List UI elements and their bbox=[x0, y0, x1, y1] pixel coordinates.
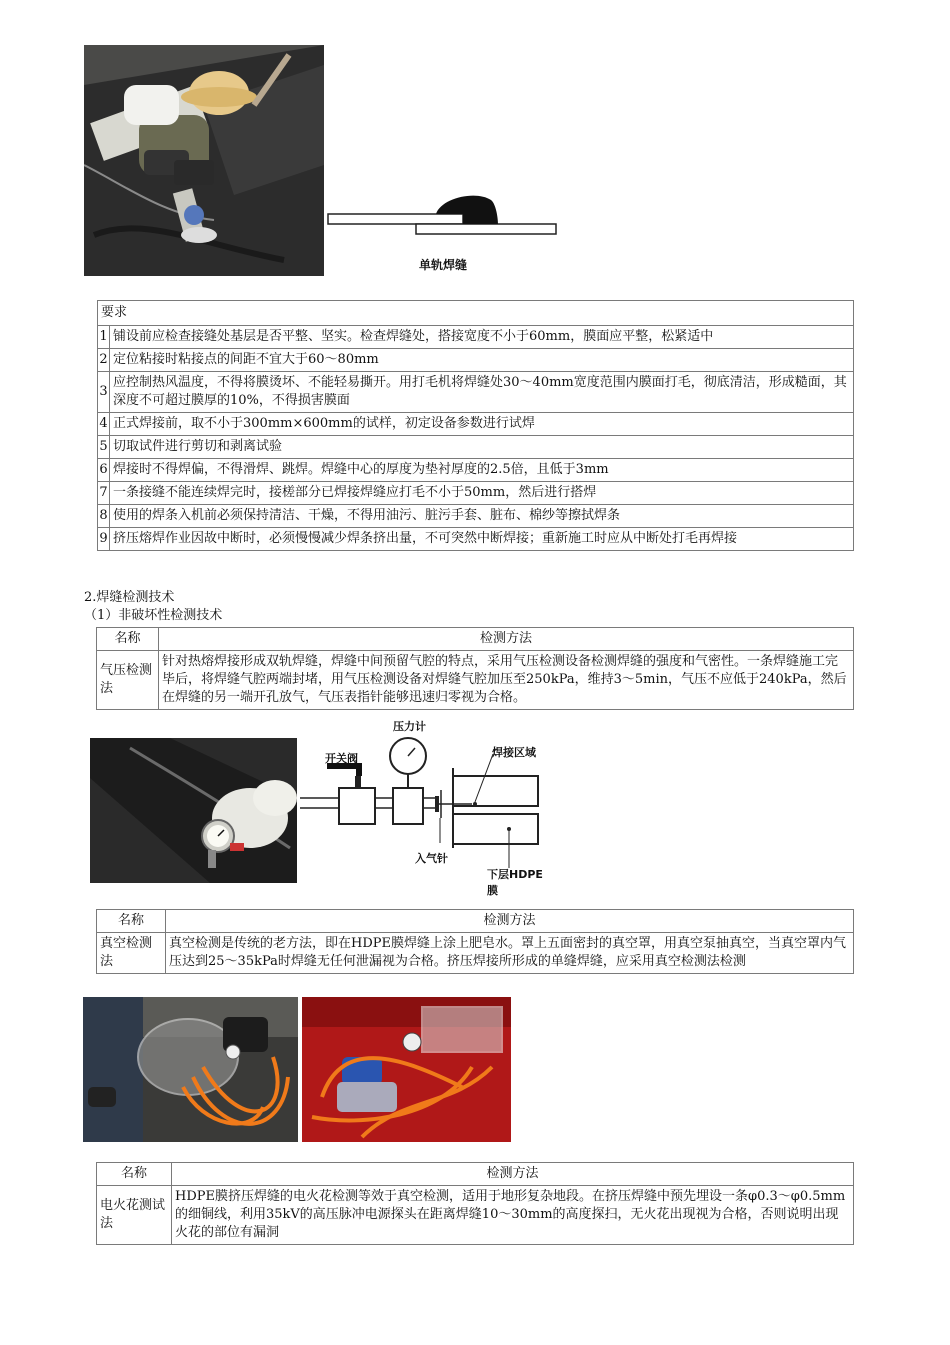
requirement-number: 7 bbox=[98, 482, 110, 505]
requirement-number: 1 bbox=[98, 326, 110, 349]
requirement-number: 6 bbox=[98, 459, 110, 482]
column-method-header: 检测方法 bbox=[172, 1163, 854, 1186]
section-heading: 2.焊缝检测技术 bbox=[84, 590, 175, 605]
requirement-row bbox=[98, 349, 854, 372]
spark-test-table bbox=[96, 1162, 854, 1245]
requirement-text: 一条接缝不能连续焊完时，接槎部分已焊接焊缝应打毛不小于50mm，然后进行搭焊 bbox=[110, 482, 854, 505]
requirement-row bbox=[98, 528, 854, 551]
column-name-header: 名称 bbox=[97, 1163, 172, 1186]
requirements-title: 要求 bbox=[98, 301, 854, 326]
requirement-text: 正式焊接前，取不小于300mm×600mm的试样，初定设备参数进行试焊 bbox=[110, 413, 854, 436]
requirement-text: 焊接时不得焊偏，不得滑焊、跳焊。焊缝中心的厚度为垫衬厚度的2.5倍，且低于3mm bbox=[110, 459, 854, 482]
method-description-cell: 真空检测是传统的老方法，即在HDPE膜焊缝上涂上肥皂水。罩上五面密封的真空罩，用真空泵抽真空，当真空罩内气压达到25～35kPa时焊缝无任何泄漏视为合格。挤压焊接所形成的单缝焊缝，应采用真空检测法检测 bbox=[166, 933, 854, 974]
requirement-row bbox=[98, 372, 854, 413]
method-name-cell: 电火花测试法 bbox=[97, 1186, 172, 1245]
column-name-header: 名称 bbox=[97, 910, 166, 933]
column-method-header: 检测方法 bbox=[159, 628, 854, 651]
pressure-test-table bbox=[96, 627, 854, 710]
section-subheading: （1）非破坏性检测技术 bbox=[84, 608, 223, 623]
vacuum-test-table bbox=[96, 909, 854, 974]
requirement-row bbox=[98, 326, 854, 349]
requirement-row bbox=[98, 459, 854, 482]
column-method-header: 检测方法 bbox=[166, 910, 854, 933]
pressure-test-schematic bbox=[297, 718, 552, 897]
table-header-row bbox=[97, 1163, 854, 1186]
single-track-weld-diagram bbox=[326, 190, 558, 280]
vacuum-pump-photo bbox=[302, 997, 511, 1142]
table-row bbox=[97, 651, 854, 710]
requirement-text: 挤压熔焊作业因故中断时，必须慢慢减少焊条挤出量，不可突然中断焊接；重新施工时应从中断处打毛再焊接 bbox=[110, 528, 854, 551]
method-description-cell: HDPE膜挤压焊缝的电火花检测等效于真空检测，适用于地形复杂地段。在挤压焊缝中预先埋设一条φ0.3～φ0.5mm的细铜线，利用35kV的高压脉冲电源探头在距离焊缝10～30mm的高度探扫，无火花出现视为合格，否则说明出现火花的部位有漏洞 bbox=[172, 1186, 854, 1245]
requirement-number: 9 bbox=[98, 528, 110, 551]
requirement-row bbox=[98, 413, 854, 436]
requirement-row bbox=[98, 482, 854, 505]
requirements-table bbox=[97, 300, 854, 551]
requirement-text: 定位粘接时粘接点的间距不宜大于60～80mm bbox=[110, 349, 854, 372]
switch-valve-label: 开关阀 bbox=[325, 752, 358, 765]
column-name-header: 名称 bbox=[97, 628, 159, 651]
table-row bbox=[97, 1186, 854, 1245]
table-row bbox=[97, 933, 854, 974]
air-needle-label: 入气针 bbox=[415, 852, 448, 865]
table-header-row bbox=[97, 628, 854, 651]
pressure-gauge-photo bbox=[90, 738, 297, 883]
requirement-text: 应控制热风温度，不得将膜烫坏、不能轻易撕开。用打毛机将焊缝处30～40mm宽度范围内膜面打毛，彻底清洁，形成糙面，其深度不可超过膜厚的10%，不得损害膜面 bbox=[110, 372, 854, 413]
requirement-number: 3 bbox=[98, 372, 110, 413]
weld-area-label: 焊接区域 bbox=[492, 746, 536, 759]
table-header-row bbox=[97, 910, 854, 933]
requirement-text: 切取试件进行剪切和剥离试验 bbox=[110, 436, 854, 459]
method-name-cell: 气压检测法 bbox=[97, 651, 159, 710]
method-description-cell: 针对热熔焊接形成双轨焊缝，焊缝中间预留气腔的特点，采用气压检测设备检测焊缝的强度和气密性。一条焊缝施工完毕后，将焊缝气腔两端封堵，用气压检测设备对焊缝气腔加压至250kPa，维持3～5min，气压不应低于240kPa，然后在焊缝的另一端开孔放气，气压表指针能够迅速归零视为合格。 bbox=[159, 651, 854, 710]
requirement-number: 5 bbox=[98, 436, 110, 459]
requirement-row bbox=[98, 436, 854, 459]
single-track-weld-caption: 单轨焊缝 bbox=[419, 258, 468, 272]
method-name-cell: 真空检测法 bbox=[97, 933, 166, 974]
requirement-row bbox=[98, 505, 854, 528]
welding-worker-photo bbox=[84, 45, 324, 276]
vacuum-box-photo bbox=[83, 997, 298, 1142]
pressure-gauge-label: 压力计 bbox=[393, 720, 426, 733]
requirement-text: 使用的焊条入机前必须保持清洁、干燥，不得用油污、脏污手套、脏布、棉纱等擦拭焊条 bbox=[110, 505, 854, 528]
requirement-number: 8 bbox=[98, 505, 110, 528]
requirement-number: 2 bbox=[98, 349, 110, 372]
lower-hdpe-label: 下层HDPE膜 bbox=[487, 868, 543, 897]
requirement-text: 铺设前应检查接缝处基层是否平整、坚实。检查焊缝处，搭接宽度不小于60mm，膜面应平整，松紧适中 bbox=[110, 326, 854, 349]
requirement-number: 4 bbox=[98, 413, 110, 436]
requirements-header-row bbox=[98, 301, 854, 326]
